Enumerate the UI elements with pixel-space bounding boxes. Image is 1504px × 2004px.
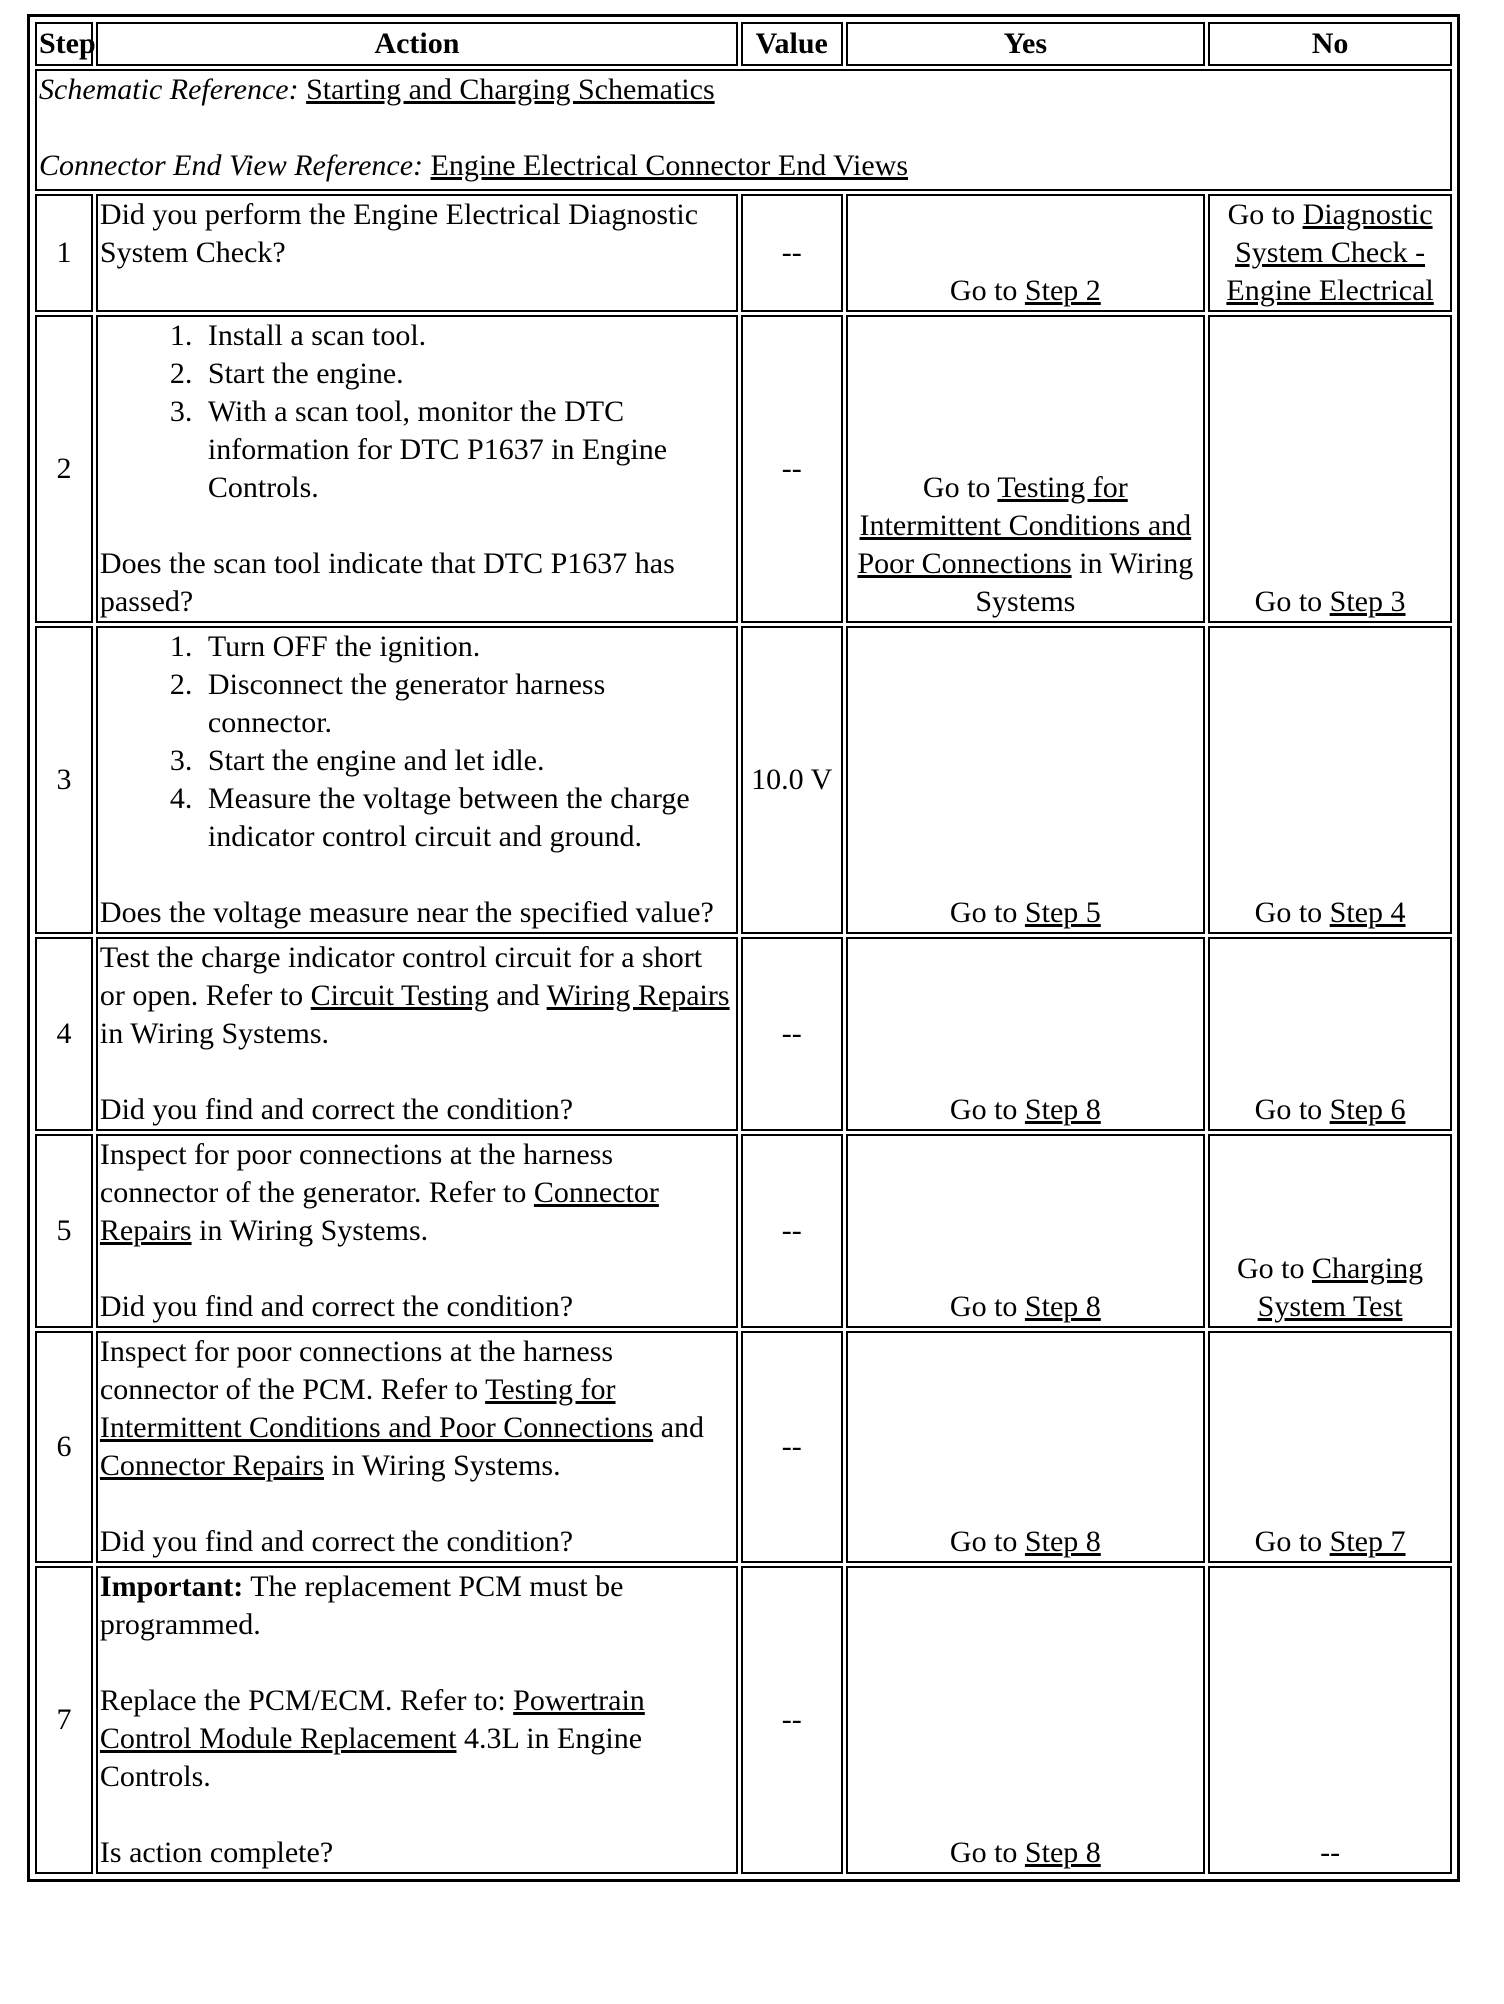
action-list-item: 4. Measure the voltage between the charge indicator control circuit and ground. <box>200 780 734 856</box>
yes-link[interactable]: Step 2 <box>1024 274 1101 307</box>
action-cell <box>96 1134 738 1328</box>
action-question: Did you perform the Engine Electrical Diagnostic System Check? <box>99 198 699 269</box>
action-text <box>100 1333 734 1485</box>
yes-suffix: in Wiring Systems <box>975 547 1194 618</box>
diagnostic-table-frame <box>27 14 1460 1882</box>
yes-link[interactable]: Testing for Intermittent Conditions and Poor Connections <box>857 471 1192 580</box>
yes-link[interactable]: Step 8 <box>1024 1093 1101 1126</box>
step-number: 7 <box>35 1566 93 1874</box>
header-step: Step <box>35 22 93 66</box>
value-cell: -- <box>741 1134 843 1328</box>
yes-link[interactable]: Step 8 <box>1024 1525 1101 1558</box>
action-cell <box>96 626 738 934</box>
action-cell <box>96 937 738 1131</box>
yes-cell <box>846 194 1206 312</box>
schematic-reference-label: Schematic Reference: <box>39 73 299 106</box>
table-row <box>35 1134 1452 1328</box>
table-row <box>35 194 1452 312</box>
action-text-part: Test the charge indicator control circuit for a short or open. Refer to <box>99 941 703 1012</box>
go-to-label: Go to <box>949 896 1018 929</box>
step-number: 2 <box>35 315 93 623</box>
no-cell <box>1208 937 1452 1131</box>
action-text-part: Replace the PCM/ECM. Refer to: <box>99 1684 506 1717</box>
action-list-item: 1. Turn OFF the ignition. <box>200 628 734 666</box>
action-list-item: 3. Start the engine and let idle. <box>200 742 734 780</box>
no-cell <box>1208 194 1452 312</box>
action-cell <box>96 315 738 623</box>
header-yes: Yes <box>846 22 1206 66</box>
yes-cell <box>846 1566 1206 1874</box>
no-link[interactable]: Step 7 <box>1329 1525 1406 1558</box>
go-to-label: Go to <box>949 274 1018 307</box>
important-text: The replacement PCM must be programmed. <box>99 1570 624 1641</box>
reference-row <box>35 69 1452 191</box>
no-cell <box>1208 626 1452 934</box>
important-note <box>100 1568 734 1644</box>
action-list-item: 2. Disconnect the generator harness connector. <box>200 666 734 742</box>
step-number: 6 <box>35 1331 93 1563</box>
header-row <box>35 22 1452 66</box>
no-cell <box>1208 1331 1452 1563</box>
table-row <box>35 937 1452 1131</box>
action-question: Did you find and correct the condition? <box>99 1093 574 1126</box>
action-text-part: Inspect for poor connections at the harness connector of the generator. Refer to <box>99 1138 614 1209</box>
action-cell <box>96 1331 738 1563</box>
schematic-reference-link[interactable]: Starting and Charging Schematics <box>306 73 715 106</box>
yes-cell <box>846 1331 1206 1563</box>
value-cell: -- <box>741 937 843 1131</box>
connector-repairs-link[interactable]: Connector Repairs <box>99 1449 325 1482</box>
no-link[interactable]: Step 4 <box>1329 896 1406 929</box>
action-text <box>100 1136 734 1250</box>
yes-link[interactable]: Step 5 <box>1024 896 1101 929</box>
connector-reference-label: Connector End View Reference: <box>39 149 424 182</box>
yes-link[interactable]: Step 8 <box>1024 1836 1101 1869</box>
go-to-label: Go to <box>922 471 991 504</box>
action-question: Is action complete? <box>99 1836 334 1869</box>
connector-repairs-link[interactable]: Connector Repairs <box>99 1176 659 1247</box>
no-cell <box>1208 315 1452 623</box>
value-cell: -- <box>741 194 843 312</box>
action-question: Does the voltage measure near the specified value? <box>99 896 714 929</box>
reference-cell <box>35 69 1452 191</box>
header-value: Value <box>741 22 843 66</box>
yes-cell <box>846 315 1206 623</box>
action-text <box>100 1682 734 1796</box>
action-list-item: 3. With a scan tool, monitor the DTC information for DTC P1637 in Engine Controls. <box>200 393 734 507</box>
action-question: Does the scan tool indicate that DTC P1637 has passed? <box>99 547 675 618</box>
no-link[interactable]: Diagnostic System Check - Engine Electrical <box>1226 198 1434 307</box>
action-cell <box>96 194 738 312</box>
action-text-part: and <box>496 979 540 1012</box>
circuit-testing-link[interactable]: Circuit Testing <box>310 979 489 1012</box>
yes-cell <box>846 937 1206 1131</box>
table-row <box>35 626 1452 934</box>
header-action: Action <box>96 22 738 66</box>
action-question: Did you find and correct the condition? <box>99 1525 574 1558</box>
yes-cell <box>846 626 1206 934</box>
value-cell: -- <box>741 1331 843 1563</box>
action-text-part: 4.3L in Engine Controls. <box>99 1722 643 1793</box>
action-list-item: 1. Install a scan tool. <box>200 317 734 355</box>
go-to-label: Go to <box>1254 896 1323 929</box>
table-row <box>35 315 1452 623</box>
step-number: 1 <box>35 194 93 312</box>
header-no: No <box>1208 22 1452 66</box>
pcm-replacement-link[interactable]: Powertrain Control Module Replacement <box>99 1684 645 1755</box>
value-cell: 10.0 V <box>741 626 843 934</box>
step-number: 4 <box>35 937 93 1131</box>
go-to-label: Go to <box>1237 1252 1305 1285</box>
go-to-label: Go to <box>949 1093 1018 1126</box>
action-list <box>100 628 734 856</box>
important-label: Important: <box>99 1570 244 1603</box>
action-text-part: in Wiring Systems. <box>99 1017 329 1050</box>
action-list <box>100 317 734 507</box>
action-list-item: 2. Start the engine. <box>200 355 734 393</box>
no-cell <box>1208 1134 1452 1328</box>
wiring-repairs-link[interactable]: Wiring Repairs <box>546 979 730 1012</box>
diagnostic-table <box>32 19 1455 1877</box>
go-to-label: Go to <box>949 1525 1018 1558</box>
table-row <box>35 1566 1452 1874</box>
value-cell: -- <box>741 315 843 623</box>
action-text-part: and <box>660 1411 705 1444</box>
go-to-label: Go to <box>1254 1093 1323 1126</box>
go-to-label: Go to <box>1254 1525 1323 1558</box>
schematic-reference <box>39 71 1450 109</box>
action-text-part: Inspect for poor connections at the harness connector of the PCM. Refer to <box>99 1335 614 1406</box>
connector-reference <box>39 147 1450 185</box>
go-to-label: Go to <box>949 1290 1018 1323</box>
go-to-label: Go to <box>1227 198 1296 231</box>
no-link[interactable]: Charging System Test <box>1257 1252 1424 1323</box>
go-to-label: Go to <box>1254 585 1323 618</box>
no-link[interactable]: Step 3 <box>1329 585 1406 618</box>
step-number: 5 <box>35 1134 93 1328</box>
action-text-part: in Wiring Systems. <box>331 1449 561 1482</box>
no-link[interactable]: Step 6 <box>1329 1093 1406 1126</box>
action-text <box>100 939 734 1053</box>
step-number: 3 <box>35 626 93 934</box>
go-to-label: Go to <box>949 1836 1018 1869</box>
testing-intermittent-link[interactable]: Testing for Intermittent Conditions and Poor Connections <box>99 1373 654 1444</box>
yes-link[interactable]: Step 8 <box>1024 1290 1101 1323</box>
yes-cell <box>846 1134 1206 1328</box>
action-cell <box>96 1566 738 1874</box>
value-cell: -- <box>741 1566 843 1874</box>
action-question: Did you find and correct the condition? <box>99 1290 574 1323</box>
connector-reference-link[interactable]: Engine Electrical Connector End Views <box>430 149 909 182</box>
action-text-part: in Wiring Systems. <box>199 1214 429 1247</box>
no-cell: -- <box>1208 1566 1452 1874</box>
table-row <box>35 1331 1452 1563</box>
